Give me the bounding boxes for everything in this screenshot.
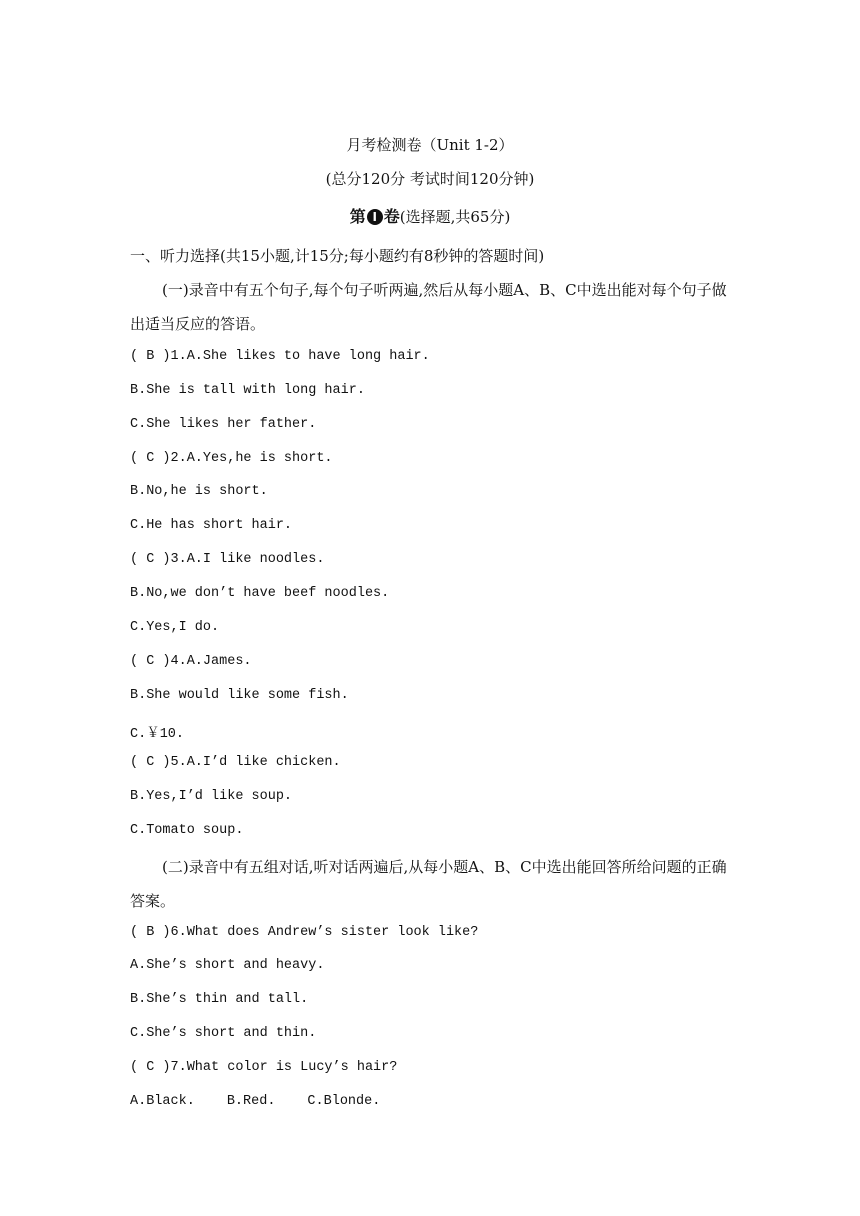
q7-option-b: B.Red. [226,1094,276,1109]
volume-prefix: 第 [349,207,366,226]
option-line: C.He has short hair. [130,518,293,533]
question-line: ( B )1.A.She likes to have long hair. [130,349,430,364]
q7-option-c: C.Blonde. [307,1094,381,1109]
part1-intro-line2: 出适当反应的答语。 [130,315,266,333]
option-line: B.She’s thin and tall. [130,992,309,1007]
part1-intro-line1: (一)录音中有五个句子,每个句子听两遍,然后从每小题A、B、C中选出能对每个句子做 [162,281,727,299]
option-line: C.She likes her father. [130,417,317,432]
volume-heading [0,204,860,227]
part2-intro-line2: 答案。 [130,892,176,910]
option-line: C.￥10. [130,727,185,742]
option-line: B.She would like some fish. [130,688,349,703]
volume-numeral-badge: Ⅰ [367,209,383,225]
option-line: C.Tomato soup. [130,823,244,838]
question-line: ( C )7.What color is Lucy’s hair? [130,1060,398,1075]
exam-title: 月考检测卷（Unit 1-2） [346,136,514,154]
option-line: B.No,we don’t have beef noodles. [130,586,390,601]
question-line: ( C )5.A.I’d like chicken. [130,755,341,770]
volume-suffix: 卷 [383,207,400,226]
section-heading: 一、听力选择(共15小题,计15分;每小题约有8秒钟的答题时间) [130,247,545,265]
option-line: B.Yes,I’d like soup. [130,789,293,804]
part2-intro-line1: (二)录音中有五组对话,听对话两遍后,从每小题A、B、C中选出能回答所给问题的正确 [162,858,727,876]
q7-option-a: A.Black. [130,1094,195,1109]
option-line: C.Yes,I do. [130,620,220,635]
question-line: ( B )6.What does Andrew’s sister look like? [130,925,479,940]
exam-subtitle: (总分120分 考试时间120分钟) [325,170,535,188]
question-line: ( C )2.A.Yes,he is short. [130,451,333,466]
q7-options-row [130,1094,380,1109]
option-line: C.She’s short and thin. [130,1026,317,1041]
volume-description: (选择题,共65分) [399,208,511,226]
option-line: A.She’s short and heavy. [130,958,325,973]
question-line: ( C )4.A.James. [130,654,252,669]
option-line: B.No,he is short. [130,484,268,499]
option-line: B.She is tall with long hair. [130,383,365,398]
question-line: ( C )3.A.I like noodles. [130,552,325,567]
